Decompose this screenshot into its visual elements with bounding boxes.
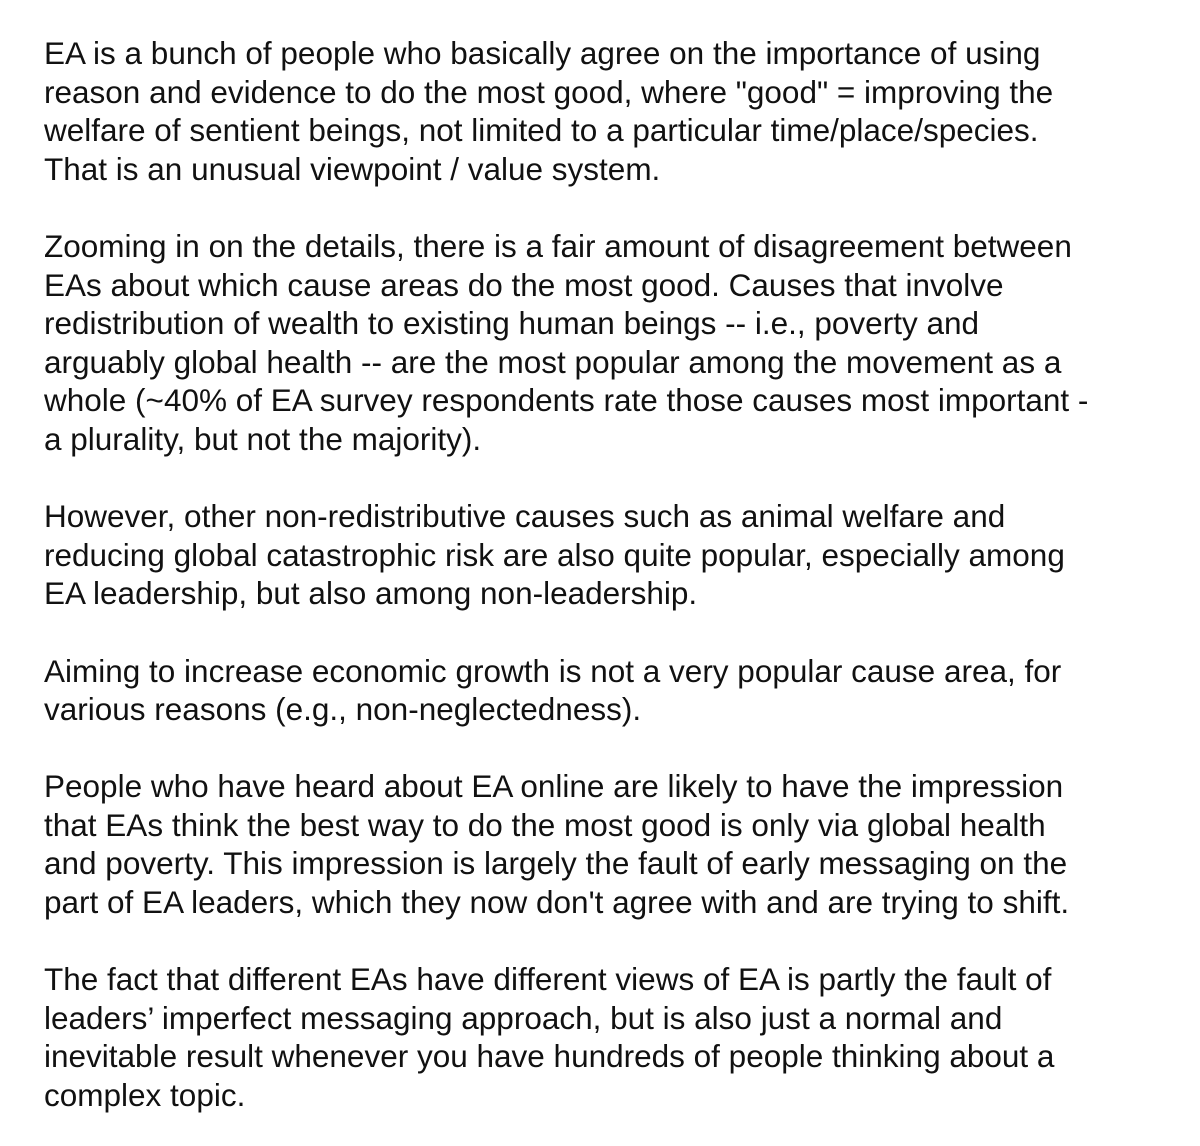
- text-line: However, other non-redistributive causes such as animal welfare and: [44, 498, 1006, 535]
- text-line: EA leadership, but also among non-leadership.: [44, 575, 698, 612]
- paragraph-online-impression: [44, 767, 1194, 921]
- text-line: complex topic.: [44, 1077, 246, 1114]
- paragraph-ea-definition: [44, 34, 1194, 188]
- paragraph-cause-disagreement: [44, 227, 1194, 459]
- paragraph-economic-growth: [44, 652, 1194, 729]
- text-line: redistribution of wealth to existing human beings -- i.e., poverty and: [44, 305, 980, 342]
- text-line: EAs about which cause areas do the most good. Causes that involve: [44, 266, 1004, 303]
- text-line: That is an unusual viewpoint / value system.: [44, 150, 661, 187]
- text-line: EA is a bunch of people who basically agree on the importance of using: [44, 35, 1041, 71]
- text-line: various reasons (e.g., non-neglectedness).: [44, 691, 642, 728]
- text-line: People who have heard about EA online are likely to have the impression: [44, 768, 1064, 805]
- text-line: inevitable result whenever you have hundreds of people thinking about a: [44, 1038, 1055, 1075]
- text-line: arguably global health -- are the most popular among the movement as a: [44, 343, 1062, 380]
- text-line: part of EA leaders, which they now don't agree with and are trying to shift.: [44, 884, 1070, 921]
- text-line: leaders’ imperfect messaging approach, but is also just a normal and: [44, 999, 1003, 1036]
- text-line: whole (~40% of EA survey respondents rate those causes most important -: [44, 382, 1089, 419]
- text-line: Zooming in on the details, there is a fair amount of disagreement between: [44, 227, 1072, 264]
- paragraph-non-redistributive-causes: [44, 497, 1194, 613]
- text-line: welfare of sentient beings, not limited to a particular time/place/species.: [44, 112, 1039, 149]
- text-line: The fact that different EAs have different views of EA is partly the fault of: [44, 961, 1052, 998]
- text-line: and poverty. This impression is largely the fault of early messaging on the: [44, 845, 1068, 882]
- text-line: reducing global catastrophic risk are also quite popular, especially among: [44, 536, 1065, 573]
- text-line: Aiming to increase economic growth is not a very popular cause area, for: [44, 652, 1062, 689]
- text-line: that EAs think the best way to do the most good is only via global health: [44, 806, 1046, 843]
- text-line: reason and evidence to do the most good, where "good" = improving the: [44, 73, 1054, 110]
- text-line: a plurality, but not the majority).: [44, 420, 482, 457]
- document-body: [44, 34, 1194, 1115]
- paragraph-different-views: [44, 960, 1194, 1114]
